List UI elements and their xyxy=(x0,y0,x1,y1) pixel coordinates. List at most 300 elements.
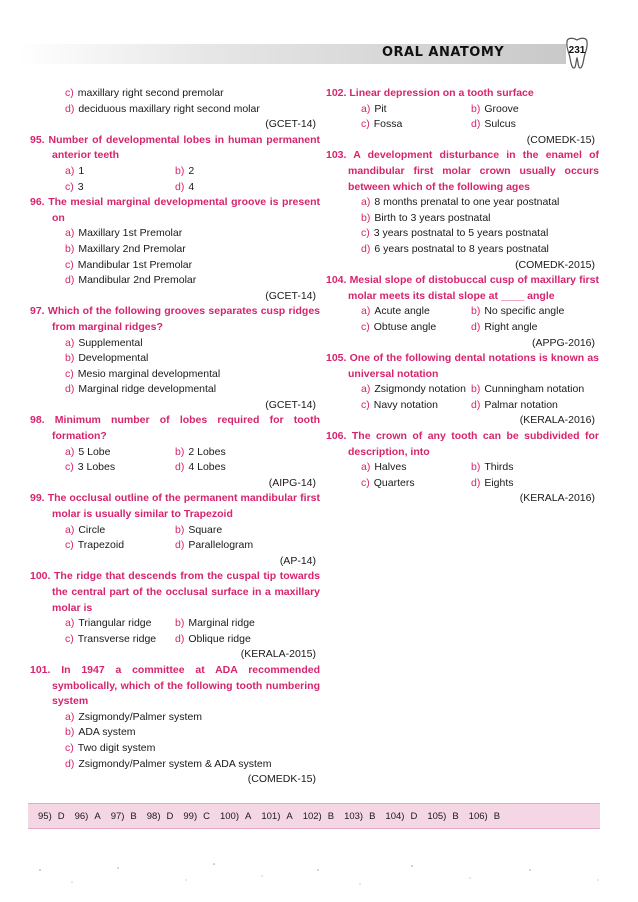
answer-key-number: 96) xyxy=(74,810,89,822)
option-letter: b) xyxy=(175,164,185,177)
question-number: 98. xyxy=(30,414,45,427)
question-text: Mesial slope of distobuccal cusp of maxillary first molar meets its distal slope at ____ angle xyxy=(348,274,599,302)
option-text: Triangular ridge xyxy=(78,617,152,630)
question-source: (AP-14) xyxy=(279,554,316,567)
answer-key-letter: B xyxy=(452,810,459,822)
option-list xyxy=(326,195,599,257)
option-list xyxy=(30,616,320,647)
question-block xyxy=(326,273,599,351)
answer-option[interactable] xyxy=(65,710,202,726)
option-row xyxy=(361,476,599,492)
option-row xyxy=(361,242,599,258)
question-stem xyxy=(326,351,599,382)
option-text: Zsigmondy/Palmer system xyxy=(78,710,203,723)
option-row xyxy=(361,398,599,414)
option-letter: c) xyxy=(361,476,370,489)
answer-key-letter: A xyxy=(94,810,101,822)
answer-key-letter: B xyxy=(327,810,335,822)
option-text: deciduous maxillary right second molar xyxy=(78,102,260,115)
option-row xyxy=(65,86,320,102)
answer-option[interactable] xyxy=(65,242,186,258)
option-letter: b) xyxy=(65,352,75,365)
option-row xyxy=(65,382,320,398)
option-letter: b) xyxy=(175,617,185,630)
option-text: 4 Lobes xyxy=(188,461,226,474)
answer-key-letter: B xyxy=(130,810,137,822)
answer-option[interactable] xyxy=(65,351,148,367)
option-letter: d) xyxy=(175,180,185,193)
answer-option[interactable] xyxy=(65,336,143,352)
option-text: Acute angle xyxy=(374,305,430,318)
option-row xyxy=(65,725,320,741)
answer-option[interactable] xyxy=(361,102,471,118)
option-letter: a) xyxy=(361,196,371,209)
option-text: Supplemental xyxy=(78,336,143,349)
option-letter: a) xyxy=(65,617,75,630)
option-row xyxy=(65,616,320,632)
option-list xyxy=(326,460,599,491)
page-number: 231 xyxy=(568,45,586,56)
question-text: Number of developmental lobes in human permanent anterior teeth xyxy=(48,133,320,162)
question-stem xyxy=(30,491,320,522)
answer-key-letter: C xyxy=(203,810,210,822)
option-letter: d) xyxy=(65,757,75,770)
question-number: 102. xyxy=(326,87,347,99)
answer-option[interactable] xyxy=(65,86,224,102)
option-text: 6 years postnatal to 8 years postnatal xyxy=(374,242,549,255)
option-text: Transverse ridge xyxy=(77,632,157,645)
question-stem xyxy=(326,148,599,195)
option-text: 8 months prenatal to one year postnatal xyxy=(374,196,560,209)
option-letter: c) xyxy=(361,320,370,333)
question-number: 96. xyxy=(30,196,45,209)
answer-key-item xyxy=(251,811,292,822)
option-text: Mandibular 2nd Premolar xyxy=(78,274,197,287)
option-letter: a) xyxy=(65,445,75,458)
option-row xyxy=(65,523,320,539)
option-text: 1 xyxy=(78,164,85,177)
option-text: Right angle xyxy=(484,320,538,333)
answer-key-item xyxy=(375,811,417,822)
answer-option[interactable] xyxy=(361,195,559,211)
answer-option[interactable] xyxy=(471,382,584,398)
answer-key-letter: B xyxy=(369,810,376,822)
option-text: Developmental xyxy=(78,352,149,365)
answer-key-letter: B xyxy=(493,810,501,822)
answer-option[interactable] xyxy=(361,226,548,242)
question-text: One of the following dental notations is known as universal notation xyxy=(348,352,600,380)
option-letter: a) xyxy=(65,336,75,349)
answer-option[interactable] xyxy=(175,523,222,539)
answer-key-number: 97) xyxy=(110,810,125,822)
option-letter: c) xyxy=(361,227,370,240)
option-list xyxy=(30,86,320,117)
option-text: Groove xyxy=(484,102,519,115)
option-letter: a) xyxy=(361,383,371,396)
option-letter: d) xyxy=(175,539,185,552)
answer-option[interactable] xyxy=(361,398,471,414)
question-source: (GCET-14) xyxy=(265,398,316,411)
answer-key-item xyxy=(101,811,137,822)
question-source: (COMEDK-15) xyxy=(247,773,316,786)
option-row xyxy=(65,632,320,648)
answer-option[interactable] xyxy=(361,320,471,336)
option-row xyxy=(65,258,320,274)
option-letter: c) xyxy=(65,632,74,645)
option-text: Circle xyxy=(78,523,106,536)
option-text: Zsigmondy notation xyxy=(374,383,466,396)
option-text: Marginal ridge xyxy=(188,617,255,630)
option-letter: b) xyxy=(361,211,371,224)
option-letter: d) xyxy=(175,632,185,645)
option-letter: c) xyxy=(65,741,74,754)
option-text: 3 years postnatal to 5 years postnatal xyxy=(373,227,549,240)
option-text: Mandibular 1st Premolar xyxy=(77,258,193,271)
question-number: 101. xyxy=(30,663,51,676)
answer-option[interactable] xyxy=(65,741,155,757)
question-source: (KERALA-2016) xyxy=(519,414,595,427)
option-text: Birth to 3 years postnatal xyxy=(374,211,491,224)
question-source: (COMEDK-2015) xyxy=(515,258,595,271)
question-stem xyxy=(30,413,320,444)
answer-option[interactable] xyxy=(65,180,175,196)
question-number: 106. xyxy=(326,430,347,443)
option-row xyxy=(65,164,320,180)
option-row xyxy=(361,195,599,211)
option-letter: b) xyxy=(65,242,75,255)
option-row xyxy=(65,273,320,289)
option-text: Quarters xyxy=(373,476,415,489)
answer-key-item xyxy=(459,811,500,822)
question-block xyxy=(326,86,599,148)
option-letter: b) xyxy=(175,523,185,536)
option-row xyxy=(65,710,320,726)
question-source: (KERALA-2016) xyxy=(519,492,595,505)
question-number: 105. xyxy=(326,352,347,365)
option-list xyxy=(30,445,320,476)
option-row xyxy=(65,226,320,242)
option-list xyxy=(30,523,320,554)
answer-option[interactable] xyxy=(175,632,251,648)
answer-option[interactable] xyxy=(65,757,271,773)
answer-key-number: 102) xyxy=(302,810,322,822)
option-text: Fossa xyxy=(373,118,403,131)
question-text: The occlusal outline of the permanent mandibular first molar is usually similar to Trapezoid xyxy=(47,492,321,521)
option-text: Oblique ridge xyxy=(188,632,251,645)
question-block xyxy=(30,86,320,133)
option-letter: c) xyxy=(65,367,74,380)
question-text: A development disturbance in the enamel of mandibular first molar crown usually occurs between which of the following ages xyxy=(348,149,599,193)
question-source: (GCET-14) xyxy=(265,289,316,302)
option-text: 4 xyxy=(188,180,195,193)
option-row xyxy=(65,757,320,773)
question-source: (AIPG-14) xyxy=(268,476,316,489)
option-text: Sulcus xyxy=(484,118,516,131)
option-text: Two digit system xyxy=(77,741,156,754)
question-stem xyxy=(326,86,599,102)
option-text: No specific angle xyxy=(484,305,565,318)
answer-key-number: 106) xyxy=(468,810,488,822)
option-text: 2 Lobes xyxy=(188,445,226,458)
option-row xyxy=(65,102,320,118)
answer-option[interactable] xyxy=(65,258,192,274)
answer-option[interactable] xyxy=(65,164,175,180)
question-block xyxy=(30,304,320,413)
option-letter: a) xyxy=(65,523,75,536)
option-list xyxy=(326,382,599,413)
option-letter: d) xyxy=(361,242,371,255)
scan-speckles xyxy=(0,840,638,902)
option-letter: d) xyxy=(471,398,481,411)
question-text: The mesial marginal developmental groove is present on xyxy=(48,196,320,224)
answer-option[interactable] xyxy=(65,102,260,118)
option-text: Thirds xyxy=(484,461,514,474)
option-text: Square xyxy=(188,523,223,536)
answer-key-number: 103) xyxy=(344,810,364,822)
answer-option[interactable] xyxy=(361,211,491,227)
answer-option[interactable] xyxy=(361,460,471,476)
question-number: 97. xyxy=(30,305,45,318)
question-number: 99. xyxy=(30,492,45,505)
answer-option[interactable] xyxy=(65,445,175,461)
answer-option[interactable] xyxy=(471,476,514,492)
option-row xyxy=(361,117,599,133)
option-letter: b) xyxy=(175,445,185,458)
option-letter: d) xyxy=(471,476,481,489)
answer-option[interactable] xyxy=(175,445,226,461)
answer-key-item xyxy=(137,811,174,822)
question-block xyxy=(326,148,599,273)
question-text: Which of the following grooves separates cusp ridges from marginal ridges? xyxy=(47,305,321,333)
option-text: 2 xyxy=(188,164,195,177)
question-block xyxy=(326,351,599,429)
answer-key-letter: D xyxy=(410,810,418,822)
option-letter: c) xyxy=(65,258,74,271)
question-text: Minimum number of lobes required for tooth formation? xyxy=(52,414,321,443)
option-text: Obtuse angle xyxy=(373,320,437,333)
option-row xyxy=(65,538,320,554)
question-number: 104. xyxy=(326,274,347,287)
question-text: The crown of any tooth can be subdivided for description, into xyxy=(348,430,600,458)
answer-key-letter: D xyxy=(57,810,65,822)
question-stem xyxy=(30,569,320,616)
question-block xyxy=(30,663,320,788)
option-row xyxy=(361,460,599,476)
option-letter: a) xyxy=(65,710,75,723)
question-text: Linear depression on a tooth surface xyxy=(349,87,534,99)
option-letter: c) xyxy=(361,118,370,131)
answer-option[interactable] xyxy=(65,616,175,632)
option-row xyxy=(65,460,320,476)
question-source: (COMEDK-15) xyxy=(526,133,595,146)
question-stem xyxy=(30,663,320,710)
question-stem xyxy=(326,429,599,460)
answer-option[interactable] xyxy=(65,460,175,476)
option-text: Parallelogram xyxy=(188,539,254,552)
option-text: Zsigmondy/Palmer system & ADA system xyxy=(78,757,272,770)
answer-option[interactable] xyxy=(361,382,471,398)
answer-key-number: 95) xyxy=(38,810,52,822)
option-letter: a) xyxy=(361,305,371,318)
option-text: Maxillary 1st Premolar xyxy=(78,227,183,240)
answer-key-number: 105) xyxy=(427,810,447,822)
option-list xyxy=(326,102,599,133)
option-text: Cunningham notation xyxy=(484,383,585,396)
option-text: 3 Lobes xyxy=(77,461,116,474)
option-text: maxillary right second premolar xyxy=(77,87,224,99)
option-letter: a) xyxy=(361,461,371,474)
answer-key-letter: A xyxy=(245,810,252,822)
option-text: 3 xyxy=(77,180,84,193)
option-row xyxy=(65,367,320,383)
question-number: 100. xyxy=(30,570,51,583)
option-text: Pit xyxy=(374,102,387,115)
option-letter: d) xyxy=(65,102,75,115)
option-text: 5 Lobe xyxy=(78,445,111,458)
option-text: Eights xyxy=(484,476,514,489)
question-stem xyxy=(30,133,320,164)
option-letter: b) xyxy=(65,726,75,739)
option-list xyxy=(30,226,320,288)
option-letter: d) xyxy=(471,118,481,131)
answer-option[interactable] xyxy=(175,538,253,554)
option-text: Halves xyxy=(374,461,407,474)
answer-option[interactable] xyxy=(175,460,226,476)
answer-key-item xyxy=(65,811,101,822)
answer-option[interactable] xyxy=(471,398,558,414)
question-stem xyxy=(326,273,599,304)
answer-option[interactable] xyxy=(65,538,175,554)
answer-option[interactable] xyxy=(471,117,516,133)
option-list xyxy=(30,336,320,398)
answer-option[interactable] xyxy=(471,320,537,336)
question-block xyxy=(326,429,599,507)
answer-key-number: 100) xyxy=(219,810,239,822)
option-letter: c) xyxy=(361,398,370,411)
option-text: ADA system xyxy=(78,726,136,739)
option-text: Navy notation xyxy=(373,398,438,411)
option-list xyxy=(30,710,320,772)
option-row xyxy=(65,336,320,352)
question-block xyxy=(30,413,320,491)
answer-option[interactable] xyxy=(65,523,175,539)
option-row xyxy=(361,382,599,398)
option-letter: d) xyxy=(175,461,185,474)
option-row xyxy=(361,211,599,227)
question-block xyxy=(30,133,320,195)
option-text: Marginal ridge developmental xyxy=(78,383,217,396)
option-letter: b) xyxy=(471,461,481,474)
answer-option[interactable] xyxy=(175,616,255,632)
answer-key-number: 101) xyxy=(261,810,281,822)
answer-key-item xyxy=(210,811,251,822)
answer-option[interactable] xyxy=(175,164,194,180)
question-number: 95. xyxy=(30,133,45,146)
option-list xyxy=(30,164,320,195)
option-letter: c) xyxy=(65,87,74,99)
option-letter: b) xyxy=(471,305,481,318)
answer-option[interactable] xyxy=(175,180,194,196)
option-row xyxy=(65,242,320,258)
answer-key-item xyxy=(334,811,375,822)
question-stem xyxy=(30,195,320,226)
option-letter: c) xyxy=(65,461,74,474)
answer-key-number: 104) xyxy=(385,810,405,822)
option-row xyxy=(361,226,599,242)
option-row xyxy=(65,445,320,461)
answer-key-number: 98) xyxy=(146,810,161,822)
answer-option[interactable] xyxy=(65,632,175,648)
question-block xyxy=(30,195,320,304)
option-row xyxy=(361,304,599,320)
question-stem xyxy=(30,304,320,335)
option-row xyxy=(361,102,599,118)
question-source: (APPG-2016) xyxy=(531,336,595,349)
answer-key-bar xyxy=(28,803,600,829)
option-row xyxy=(65,741,320,757)
answer-option[interactable] xyxy=(65,382,216,398)
option-letter: c) xyxy=(65,539,74,552)
right-column xyxy=(326,86,599,507)
option-letter: b) xyxy=(471,383,481,396)
answer-option[interactable] xyxy=(471,102,519,118)
answer-option[interactable] xyxy=(361,117,471,133)
question-text: The ridge that descends from the cuspal tip towards the central part of the occlusal surface in a maxillary molar is xyxy=(52,570,321,614)
option-text: Palmar notation xyxy=(484,398,558,411)
option-row xyxy=(65,351,320,367)
option-letter: c) xyxy=(65,180,74,193)
answer-option[interactable] xyxy=(361,304,471,320)
answer-option[interactable] xyxy=(471,460,514,476)
answer-option[interactable] xyxy=(361,242,549,258)
question-source: (GCET-14) xyxy=(265,118,316,131)
question-block xyxy=(30,569,320,663)
option-letter: b) xyxy=(471,102,481,115)
answer-key-letter: A xyxy=(286,810,293,822)
option-letter: d) xyxy=(65,383,75,396)
answer-key-item xyxy=(173,811,210,822)
question-number: 103. xyxy=(326,149,347,162)
answer-option[interactable] xyxy=(65,367,220,383)
option-letter: a) xyxy=(65,227,75,240)
option-text: Trapezoid xyxy=(77,539,125,552)
answer-key-item xyxy=(293,811,334,822)
option-text: Mesio marginal developmental xyxy=(77,367,221,380)
answer-key-item xyxy=(28,811,65,822)
page-title: ORAL ANATOMY xyxy=(382,45,505,60)
question-source: (KERALA-2015) xyxy=(240,648,316,661)
option-letter: d) xyxy=(471,320,481,333)
option-list xyxy=(326,304,599,335)
option-row xyxy=(361,320,599,336)
answer-key-letter: D xyxy=(166,810,174,822)
question-block xyxy=(30,491,320,569)
left-column xyxy=(30,86,320,788)
option-row xyxy=(65,180,320,196)
answer-key-item xyxy=(417,811,458,822)
answer-option[interactable] xyxy=(65,273,196,289)
answer-key-number: 99) xyxy=(183,810,198,822)
option-letter: d) xyxy=(65,274,75,287)
option-text: Maxillary 2nd Premolar xyxy=(78,242,186,255)
question-text: In 1947 a committee at ADA recommended symbolically, which of the following tooth numbering system xyxy=(52,663,320,708)
answer-option[interactable] xyxy=(471,304,564,320)
option-letter: a) xyxy=(65,164,75,177)
answer-option[interactable] xyxy=(65,226,182,242)
option-letter: a) xyxy=(361,102,371,115)
answer-option[interactable] xyxy=(361,476,471,492)
answer-option[interactable] xyxy=(65,725,136,741)
